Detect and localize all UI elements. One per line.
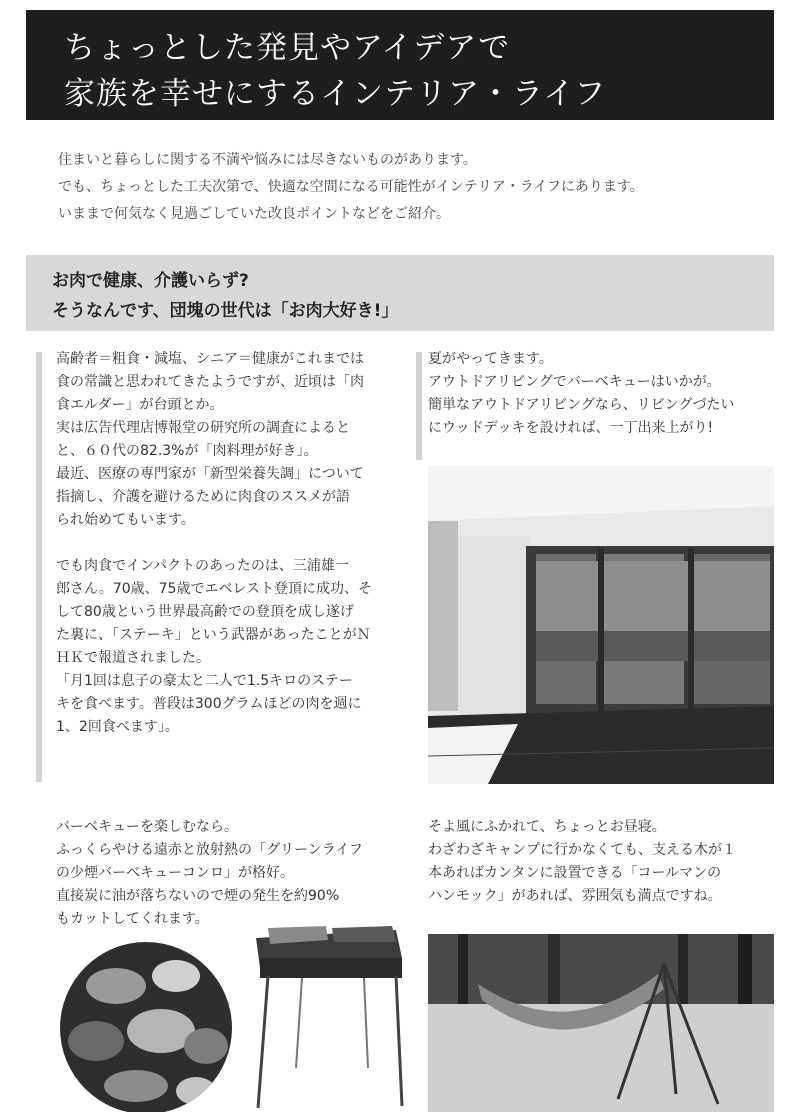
text-line: ハンモック」があれば、雰囲気も満点ですね。 xyxy=(428,888,722,904)
text-line: 郎さん。70歳、75歳でエベレスト登頂に成功、そ xyxy=(56,581,373,597)
text-line: ふっくらやける遠赤と放射熱の「グリーンライフ xyxy=(56,842,363,858)
text-line: わざわざキャンプに行かなくても、支える木が１ xyxy=(428,842,736,858)
text-line: た裏に、「ステーキ」という武器があったことがＮ xyxy=(56,627,371,643)
living-room-photo xyxy=(428,466,774,784)
grill-photo xyxy=(246,918,410,1114)
text-line: でも肉食でインパクトのあったのは、三浦雄一 xyxy=(56,558,349,574)
intro-line: いままで何気なく見過ごしていた改良ポイントなどをご紹介。 xyxy=(58,206,450,222)
text-line: 食の常識と思われてきたようですが、近頃は「肉 xyxy=(56,374,364,390)
text-line: アウトドアリビングでバーベキューはいかが。 xyxy=(428,374,721,390)
paragraph-gap xyxy=(56,532,406,555)
text-line: にウッドデッキを設ければ、一丁出来上がり! xyxy=(428,420,714,436)
bbq-text xyxy=(56,816,406,931)
text-line: 実は広告代理店博報堂の研究所の調査によると xyxy=(56,420,350,436)
left-column xyxy=(56,348,406,739)
text-line: 本あればカンタンに設置できる「コールマンの xyxy=(428,865,722,881)
section-heading-line-1: お肉で健康、介護いらず? xyxy=(52,271,249,291)
text-line: ＨＫで報道されました。 xyxy=(56,650,210,666)
right-column xyxy=(428,348,778,440)
intro-line: でも、ちょっとした工夫次第で、快適な空間になる可能性がインテリア・ライフにあります。 xyxy=(58,179,644,195)
text-line: 指摘し、介護を避けるために肉食のススメが語 xyxy=(56,489,350,505)
text-line: 夏がやってきます。 xyxy=(428,351,553,367)
text-line: の少煙バーベキューコンロ」が格好。 xyxy=(56,865,294,881)
title-line-2: 家族を幸せにするインテリア・ライフ xyxy=(64,76,607,112)
right-column-bar xyxy=(416,352,422,460)
text-line: 簡単なアウトドアリビングなら、リビングづたい xyxy=(428,397,735,413)
intro-line: 住まいと暮らしに関する不満や悩みには尽きないものがあります。 xyxy=(58,152,477,168)
text-line: 食エルダー」が台頭とか。 xyxy=(56,397,224,413)
text-line: バーベキューを楽しむなら。 xyxy=(56,819,238,835)
left-column-bar xyxy=(36,352,42,782)
text-line: 「月1回は息子の豪太と二人で1.5キロのステー xyxy=(56,673,353,689)
text-line: 高齢者＝粗食・減塩、シニア＝健康がこれまでは xyxy=(56,351,364,367)
text-line: 直接炭に油が落ちないので煙の発生を約90% xyxy=(56,888,340,904)
text-line: と、６０代の82.3%が「肉料理が好き」。 xyxy=(56,443,318,459)
section-heading-line-2: そうなんです、団塊の世代は「お肉大好き!」 xyxy=(52,301,399,321)
text-line: して80歳という世界最高齢での登頂を成し遂げ xyxy=(56,604,354,620)
section-heading xyxy=(26,255,774,331)
title-banner xyxy=(26,10,774,120)
text-line: もカットしてくれます。 xyxy=(56,911,209,927)
text-line: キを食べます。普段は300グラムほどの肉を週に xyxy=(56,696,362,712)
text-line: られ始めてもいます。 xyxy=(56,512,195,528)
hammock-photo xyxy=(428,934,774,1112)
hammock-text xyxy=(428,816,778,908)
text-line: 1、2回食べます」。 xyxy=(56,719,179,735)
text-line: 最近、医療の専門家が「新型栄養失調」について xyxy=(56,466,364,482)
bbq-food-photo xyxy=(56,936,236,1112)
title-line-1: ちょっとした発見やアイデアで xyxy=(64,30,511,66)
text-line: そよ風にふかれて、ちょっとお昼寝。 xyxy=(428,819,666,835)
intro-text xyxy=(58,147,758,228)
